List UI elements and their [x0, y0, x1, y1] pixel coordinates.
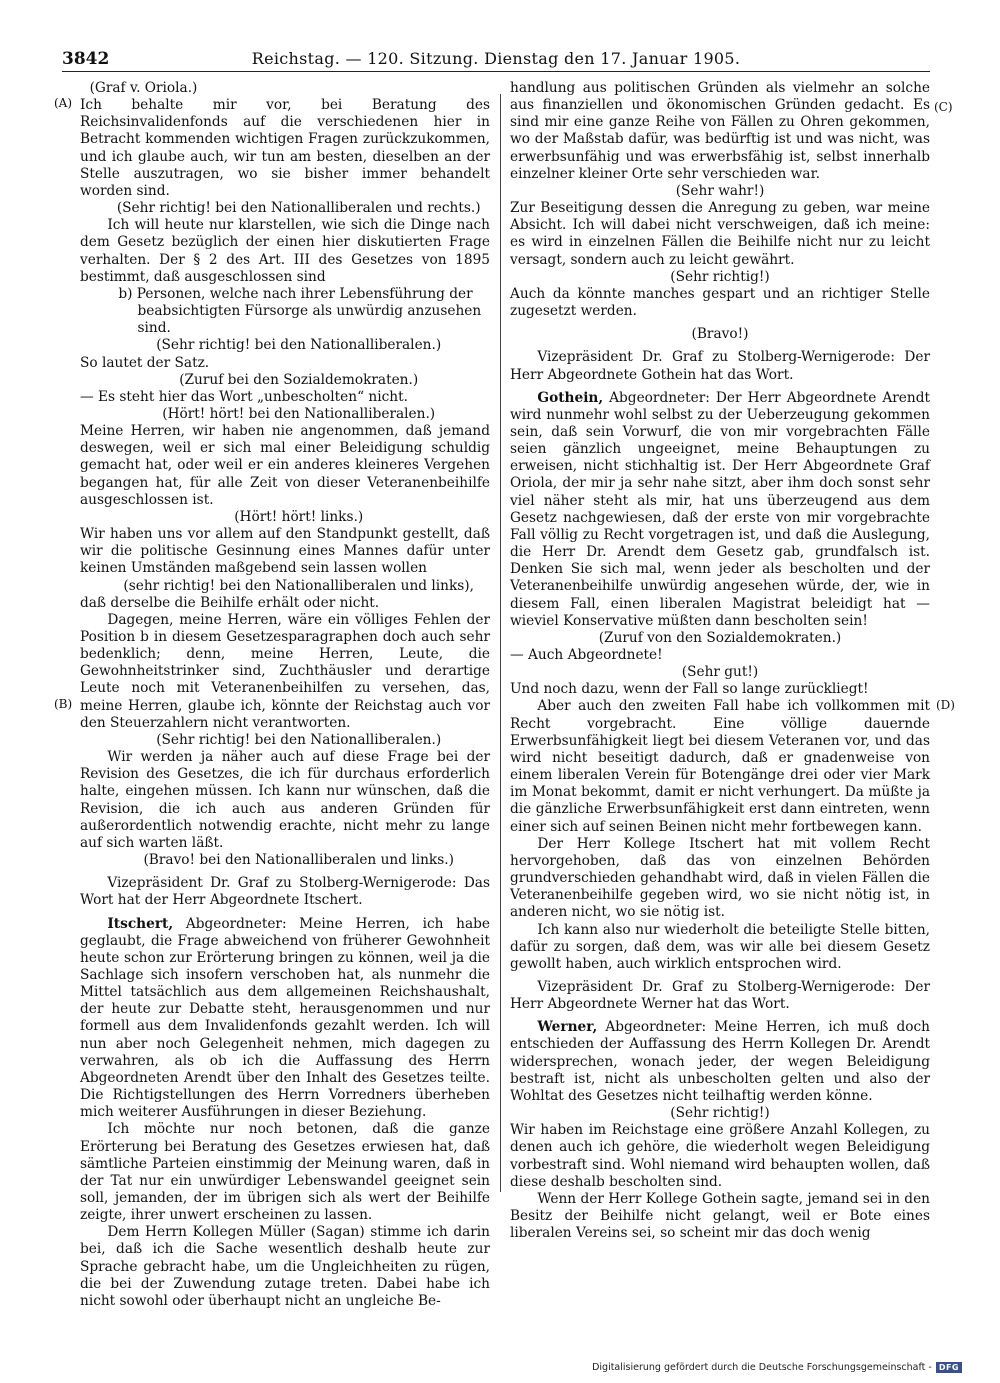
interjection: (Hört! hört! bei den Nationalliberalen.) [162, 405, 436, 422]
interjection: (Hört! hört! links.) [234, 508, 364, 525]
page-number: 3842 [62, 49, 110, 69]
interjection: (Sehr gut!) [681, 664, 759, 681]
president-announcement: Vizepräsident Dr. Graf zu Stolberg-Wernigerode: Der Herr Abgeordnete Gothein hat das Wort. [510, 349, 930, 383]
interjection: (Sehr richtig! bei den Nationalliberalen.) [156, 337, 442, 354]
speech-text: Abgeordneter: Der Herr Abgeordnete Arendt wird nunmehr wohl selbst zu der Ueberzeugung gekommen sein, daß sein Vorwurf, die von mir vorgebrachten Fälle seien gänzlich ungeeignet, meine Behauptungen zu erweisen, nicht stichhaltig ist. Der Herr Abgeordnete Graf Oriola, der mir ja sehr nahe sitzt, aber ihm doch sonst sehr viel näher steht als mir, hat uns überzeugend aus dem Gesetz nachgewiesen, daß der erste von mir vorgebrachte Fall völlig zu Recht vorgetragen ist, und daß die Auslegung, die Herr Dr. Arendt dem Gesetz gab, grundfalsch ist. Denken Sie sich mal, wenn jeder als bescholten und der Veteranenbeihilfe unwürdig angesehen würde, der, wie in diesem Fall, einen liberalen Magistrat beleidigt hat — wieviel Konservative müßten dann bescholten sein! [510, 389, 930, 629]
paragraph: Ich behalte mir vor, bei Beratung des Reichsinvalidenfonds auf die verschiedenen hier in Betracht kommenden wichtigen Fragen zurückzukommen, und ich glaube auch, wir tun am besten, dieselben an der Stelle auszutragen, wo sie bisher immer behandelt worden sind. [80, 97, 490, 199]
interjection: (Sehr richtig!) [670, 1105, 770, 1122]
paragraph: Und noch dazu, wenn der Fall so lange zurückliegt! [510, 681, 869, 698]
interjection: (Sehr richtig! bei den Nationalliberalen.) [156, 731, 442, 748]
speaker-reference: (Graf v. Oriola.) [89, 80, 198, 96]
digitization-credit [592, 1362, 962, 1373]
paragraph: Dagegen, meine Herren, wäre ein völliges Fehlen der Position b in diesem Gesetzesparagraphen doch auch sehr bedenklich; denn, meine Herren, Leute, die Gewohnheitstrinker sind, Zuchthäusler und derartige Leute noch mit Veteranenbeihilfen zu versehen, das, meine Herren, glaube ich, könnte der Reichstag auch vor den Steuerzahlern nicht verantworten. [80, 611, 490, 731]
paragraph: Wir haben im Reichstage eine größere Anzahl Kollegen, zu denen auch ich gehöre, die wiederholt wegen Beleidigung vorbestraft sind. Wohl niemand wird behaupten wollen, daß diese deshalb bescholten sind. [510, 1122, 930, 1190]
paragraph: So lautet der Satz. [80, 354, 210, 371]
margin-mark-b: (B) [54, 697, 73, 711]
interjection: (Bravo!) [691, 326, 749, 343]
paragraph: Zur Beseitigung dessen die Anregung zu geben, war meine Absicht. Ich will dabei nicht verschweigen, daß ich meine: es wird in einzelnen Fällen die Beihilfe nicht nur zu leicht versagt, sondern auch zu leicht gewährt. [510, 200, 930, 268]
interjection: (Sehr wahr!) [675, 182, 765, 199]
paragraph: Ich möchte nur noch betonen, daß die ganze Erörterung bei Beratung des Gesetzes erwiesen hat, daß sämtliche Parteien einstimmig der Meinung waren, daß in der Tat nur ein unwürdiger Lebenswandel geeignet sein soll, jemanden, der im übrigen sich als wert der Beihilfe zeigte, ihrer unwert erscheinen zu lassen. [80, 1121, 490, 1224]
law-quote: b) Personen, welche nach ihrer Lebensführung der beabsichtigten Fürsorge als unwürdig anzusehen sind. [118, 285, 482, 337]
interjection: (Zuruf von den Sozialdemokraten.) [598, 629, 842, 646]
paragraph: Wir haben uns vor allem auf den Standpunkt gestellt, daß wir die politische Gesinnung eines Mannes dafür unter keinen Umständen maßgebend sein lassen wollen [80, 526, 490, 577]
paragraph: Aber auch den zweiten Fall habe ich vollkommen mit Recht vorgebracht. Eine völlige dauernde Erwerbsunfähigkeit liegt bei diesem Veteranen vor, und das wird nicht beseitigt dadurch, daß er gnadenweise von einem liberalen Verein für Botengänge drei oder vier Mark im Monat bekommt, damit er nicht verhungert. Da müßte ja die gänzliche Erwerbsunfähigkeit erst dann eintreten, wenn einer sich auf seinen Beinen nicht mehr fortbewegen kann. [510, 698, 930, 835]
speech-opening [510, 1019, 930, 1105]
president-announcement: Vizepräsident Dr. Graf zu Stolberg-Wernigerode: Der Herr Abgeordnete Werner hat das Wort. [510, 978, 930, 1013]
paragraph: Der Herr Kollege Itschert hat mit vollem Recht hervorgehoben, daß das von einzelnen Behörden grundverschieden gehandhabt wird, daß in vielen Fällen die Veteranenbeihilfe gegeben wird, wo sie nicht nötig ist, in anderen nicht, wo sie nötig ist. [510, 835, 930, 921]
dfg-logo-icon: DFG [936, 1362, 962, 1373]
left-column [80, 80, 490, 1310]
speech-text: Abgeordneter: Meine Herren, ich muß doch entschieden der Auffassung des Herrn Kollegen Dr. Arendt widersprechen, wonach jeder, der wegen Beleidigung bestraft ist, nicht als unbescholten gelten und also der Wohltat des Gesetzes nicht teilhaftig werden könne. [510, 1019, 930, 1104]
interjection: (Zuruf bei den Sozialdemokraten.) [179, 371, 419, 388]
speech-text: Abgeordneter: Meine Herren, ich habe geglaubt, die Frage abweichend von früherer Gewohnheit heute schon zur Erörterung bringen zu können, weil ja die Sachlage sich insofern verschoben hat, als nunmehr die Mittel tatsächlich aus dem allgemeinen Reichshaushalt, der heute zur Debatte steht, herausgenommen und nur formell aus dem Invalidenfonds gezahlt werden. Ich will nun aber noch Gelegenheit nehmen, mich dagegen zu verwahren, als ob ich die Auffassung des Herrn Abgeordneten Arendt über den Inhalt des Gesetzes teilte. Die Richtigstellungen des Herrn Vorredners überheben mich weiterer Ausführungen in dieser Beziehung. [80, 915, 490, 1121]
interjection: (sehr richtig! bei den Nationalliberalen und links), [123, 577, 474, 594]
speaker-name: Werner, [537, 1019, 598, 1036]
speaker-name: Itschert, [107, 915, 174, 932]
paragraph: Dem Herrn Kollegen Müller (Sagan) stimme ich darin bei, daß ich die Sache wesentlich deshalb heute zur Sprache gebracht habe, um die Ungleichheiten zu rügen, die bei der Zuwendung zutage treten. Dabei habe ich nicht sowohl oder überhaupt nicht an ungleiche Be- [80, 1224, 490, 1309]
speech-opening [80, 916, 490, 1122]
paragraph: handlung aus politischen Gründen als vielmehr an solche aus finanziellen und ökonomischen Gründen gedacht. Es sind mir eine ganze Reihe von Fällen zu Ohren gekommen, wo der Maßstab dafür, was bedürftig ist und was nicht, was erwerbsunfähig und was erwerbsfähig ist, selbst innerhalb einzelner kleiner Orte sehr verschieden war. [510, 80, 930, 182]
president-announcement: Vizepräsident Dr. Graf zu Stolberg-Wernigerode: Das Wort hat der Herr Abgeordnete Itschert. [80, 875, 490, 909]
interjection: (Sehr richtig! bei den Nationalliberalen und rechts.) [116, 200, 481, 217]
paragraph: — Es steht hier das Wort „unbescholten“ nicht. [80, 388, 408, 405]
margin-mark-a: (A) [54, 96, 73, 110]
interjection: (Sehr richtig!) [670, 268, 770, 285]
right-column [510, 80, 930, 1242]
speech-opening [510, 390, 930, 630]
credit-text: Digitalisierung gefördert durch die Deutsche Forschungsgemeinschaft - [592, 1362, 932, 1373]
column-divider [500, 94, 501, 1192]
paragraph: — Auch Abgeordnete! [510, 647, 663, 663]
margin-mark-c: (C) [934, 100, 953, 114]
paragraph: Wir werden ja näher auch auf diese Frage bei der Revision des Gesetzes, die ich für durchaus erforderlich halte, eingehen müssen. Ich kann nur wünschen, daß die Revision, die ich auch aus anderen Gründen für außerordentlich notwendig erachte, nicht mehr zu lange auf sich warten läßt. [80, 749, 490, 851]
margin-mark-d: (D) [936, 698, 955, 712]
paragraph: Wenn der Herr Kollege Gothein sagte, jemand sei in den Besitz der Beihilfe nicht gelangt, weil er Bote eines liberalen Vereins sei, so scheint mir das doch wenig [510, 1190, 930, 1242]
paragraph: Ich kann also nur wiederholt die beteiligte Stelle bitten, dafür zu sorgen, daß dem, was wir alle bei diesem Gesetz gewollt haben, auch wirklich entsprochen wird. [510, 921, 930, 972]
paragraph: Meine Herren, wir haben nie angenommen, daß jemand deswegen, weil er sich mal einer Beleidigung schuldig gemacht hat, oder weil er ein anderes kleineres Vergehen begangen hat, für alle Zeit von dieser Veteranenbeihilfe ausgeschlossen ist. [80, 423, 490, 508]
paragraph: Ich will heute nur klarstellen, wie sich die Dinge nach dem Gesetz bezüglich der einen hier diskutierten Frage verhalten. Der § 2 des Art. III des Gesetzes von 1895 bestimmt, daß ausgeschlossen sind [80, 217, 490, 285]
interjection: (Bravo! bei den Nationalliberalen und links.) [143, 852, 454, 869]
paragraph: Auch da könnte manches gespart und an richtiger Stelle zugesetzt werden. [510, 285, 930, 320]
speaker-name: Gothein, [537, 389, 604, 406]
page-header [62, 47, 930, 72]
paragraph: daß derselbe die Beihilfe erhält oder nicht. [80, 594, 380, 611]
running-title: Reichstag. — 120. Sitzung. Dienstag den 17. Januar 1905. [251, 49, 741, 68]
